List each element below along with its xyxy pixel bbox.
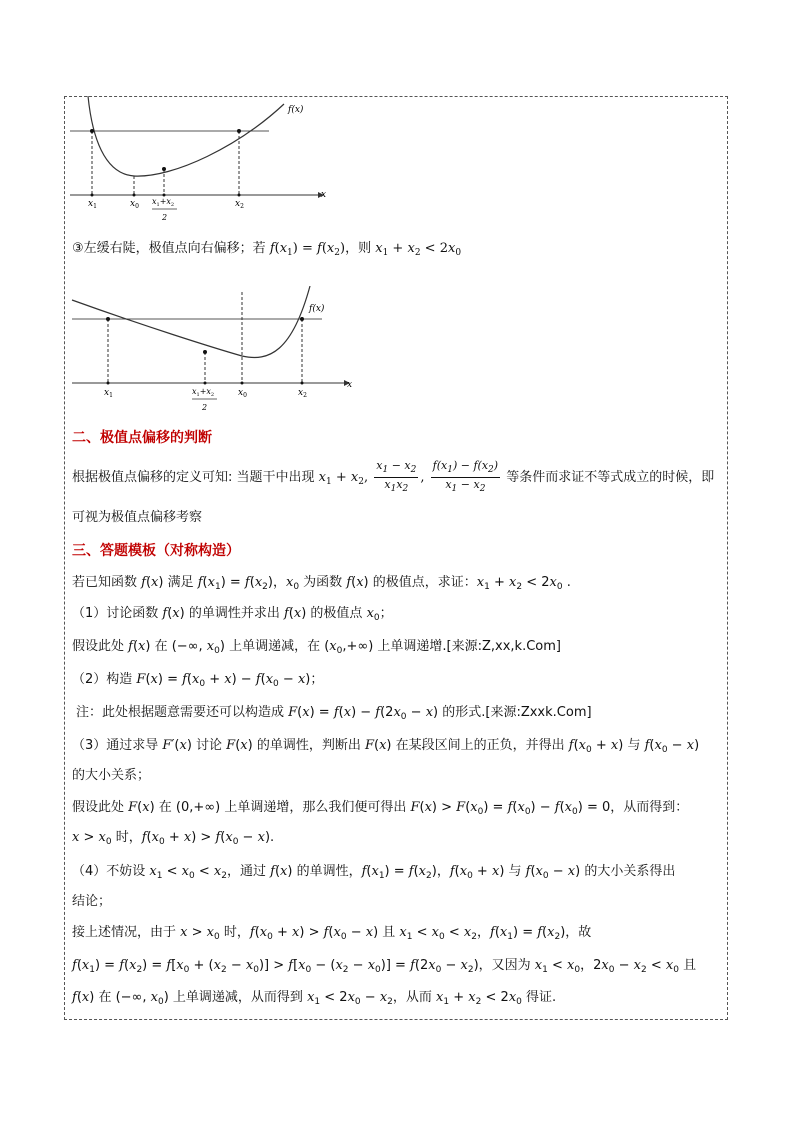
section-3-title: 三、答题模板（对称构造） xyxy=(72,543,240,559)
graph1-label-x1: $x_1$ xyxy=(88,199,97,210)
graph1-point-mid xyxy=(162,167,166,171)
graph2-label-x2: $x_2$ xyxy=(298,388,307,399)
step-4-line-1: （4）不妨设 $x_1 < x_0 < x_2$，通过 f(x) 的单调性，$f(x_1) = f(x_2)$，$f(x_0 + x)$ 与 $f(x_0 - x)$ 的大小关系得出 xyxy=(72,864,676,881)
step-2: （2）构造 $F(x) = f(x_0 + x) - f(x_0 - x)$； xyxy=(72,672,324,689)
item-3-condition: f xyxy=(269,241,275,256)
conclusion-line-1: 接上述情况，由于 $x > x_0$ 时，$f(x_0 + x) > f(x_0 - x)$ 且 $x_1 < x_0 < x_2$，$f(x_1) = f(x_2)$，故 xyxy=(72,925,592,942)
step-1: （1）讨论函数 f(x) 的单调性并求出 f(x) 的极值点 $x_0$； xyxy=(72,606,393,623)
step-3-line-1: （3）通过求导 F′(x) 讨论 F(x) 的单调性，判断出 F(x) 在某段区间上的正负，并得出 $f(x_0 + x)$ 与 $f(x_0 - x)$ xyxy=(72,738,700,755)
graph1-label-x0: $x_0$ xyxy=(130,199,139,210)
item-3-line: ③左缓右陡，极值点向右偏移；若 $f(x_1) = f(x_2)$，则 $x_1 + x_2 < 2x_0$ xyxy=(72,241,462,258)
fraction-1: $\frac{x_1 - x_2}{x_1x_2}$ xyxy=(376,459,417,494)
conclusion-line-2: $f(x_1) = f(x_2) = f[x_0 + (x_2 - x_0)] > f[x_0 - (x_2 - x_0)] = f(2x_0 - x_2)$，又因为 $x_1 < x_0$，$2x_0 - x_2 < x_0$ 且 xyxy=(72,958,697,975)
section-2-text-a: 根据极值点偏移的定义可知: 当题干中出现 xyxy=(72,470,315,485)
graph2-x-label: x xyxy=(347,380,353,390)
section-2-title: 二、极值点偏移的判断 xyxy=(72,430,212,446)
graph1-tick-x2 xyxy=(238,194,241,197)
graph1-tick-x1 xyxy=(91,194,94,197)
step-1-assumption: 假设此处 f(x) 在 (−∞, $x_0$) 上单调递减，在 $(x_0,+\infty)$ 上单调递增.[来源:Z,xx,k.Com] xyxy=(72,639,561,656)
graph1-point-x1 xyxy=(90,129,94,133)
step-3-line-2: 的大小关系； xyxy=(72,768,151,783)
graph2-label-mid: $x_1+x_2$ xyxy=(192,387,215,398)
section-2-paragraph-line-2: 可视为极值点偏移考察 xyxy=(72,510,203,525)
item-3-text: 左缓右陡，极值点向右偏移；若 xyxy=(83,241,266,256)
graph2-point-x2 xyxy=(300,317,304,321)
graph2-tick-mid xyxy=(204,382,207,385)
assumption-2-line-2: $x > x_0$ 时，$f(x_0 + x) > f(x_0 - x)$. xyxy=(72,830,275,847)
graph1-point-x2 xyxy=(237,129,241,133)
graph2-f-label: f(x) xyxy=(309,304,325,314)
conclusion-line-3: f(x) 在 (−∞, $x_0$) 上单调递减，从而得到 $x_1 < 2x_0 - x_2$，从而 $x_1 + x_2 < 2x_0$ 得证. xyxy=(72,990,557,1007)
graph-1 xyxy=(64,96,344,236)
circled-3: ③ xyxy=(72,241,84,256)
graph1-x-label: x xyxy=(321,190,327,200)
graph2-tick-x0 xyxy=(241,382,244,385)
step-2-note: 注：此处根据题意需要还可以构造成 $F(x) = f(x) - f(2x_0 - x)$ 的形式.[来源:Zxxk.Com] xyxy=(76,705,592,722)
graph-2 xyxy=(64,286,364,416)
section-2-text-b: 等条件而求证不等式成立的时候，即 xyxy=(506,470,715,485)
graph1-label-mid: $x_1+x_2$ xyxy=(152,197,175,208)
graph1-label-x2: $x_2$ xyxy=(235,199,244,210)
graph2-mid-half: 2 xyxy=(202,403,208,412)
section-2-paragraph-line-1: 根据极值点偏移的定义可知: 当题干中出现 $x_1 + x_2$, $\frac{x_1 - x_2}{x_1x_2}$ , $\frac{f(x_1) - f(x_2)}{x_1 - x_2}$ 等条件而求证不等式成立的时候，即 xyxy=(72,459,715,494)
step-4-line-2: 结论； xyxy=(72,894,112,909)
fraction-2: $\frac{f(x_1) - f(x_2)}{x_1 - x_2}$ xyxy=(432,459,499,494)
graph1-tick-x0 xyxy=(133,194,136,197)
graph2-label-x1: $x_1$ xyxy=(104,388,113,399)
graph1-mid-half: 2 xyxy=(162,213,168,222)
graph2-point-mid xyxy=(203,350,207,354)
graph1-curve xyxy=(88,96,284,176)
graph1-f-label: f(x) xyxy=(288,105,304,115)
section-3-intro: 若已知函数 f(x) 满足 $f(x_1) = f(x_2)$，$x_0$ 为函数 f(x) 的极值点，求证：$x_1 + x_2 < 2x_0$ . xyxy=(72,575,571,592)
graph2-label-x0: $x_0$ xyxy=(238,388,247,399)
graph2-tick-x2 xyxy=(301,382,304,385)
item-3-then: ，则 xyxy=(345,241,372,256)
graph2-tick-x1 xyxy=(107,382,110,385)
graph2-point-x1 xyxy=(106,317,110,321)
assumption-2-line-1: 假设此处 F(x) 在 (0,+∞) 上单调递增，那么我们便可得出 $F(x) > F(x_0) = f(x_0) - f(x_0) = 0$，从而得到： xyxy=(72,800,689,817)
